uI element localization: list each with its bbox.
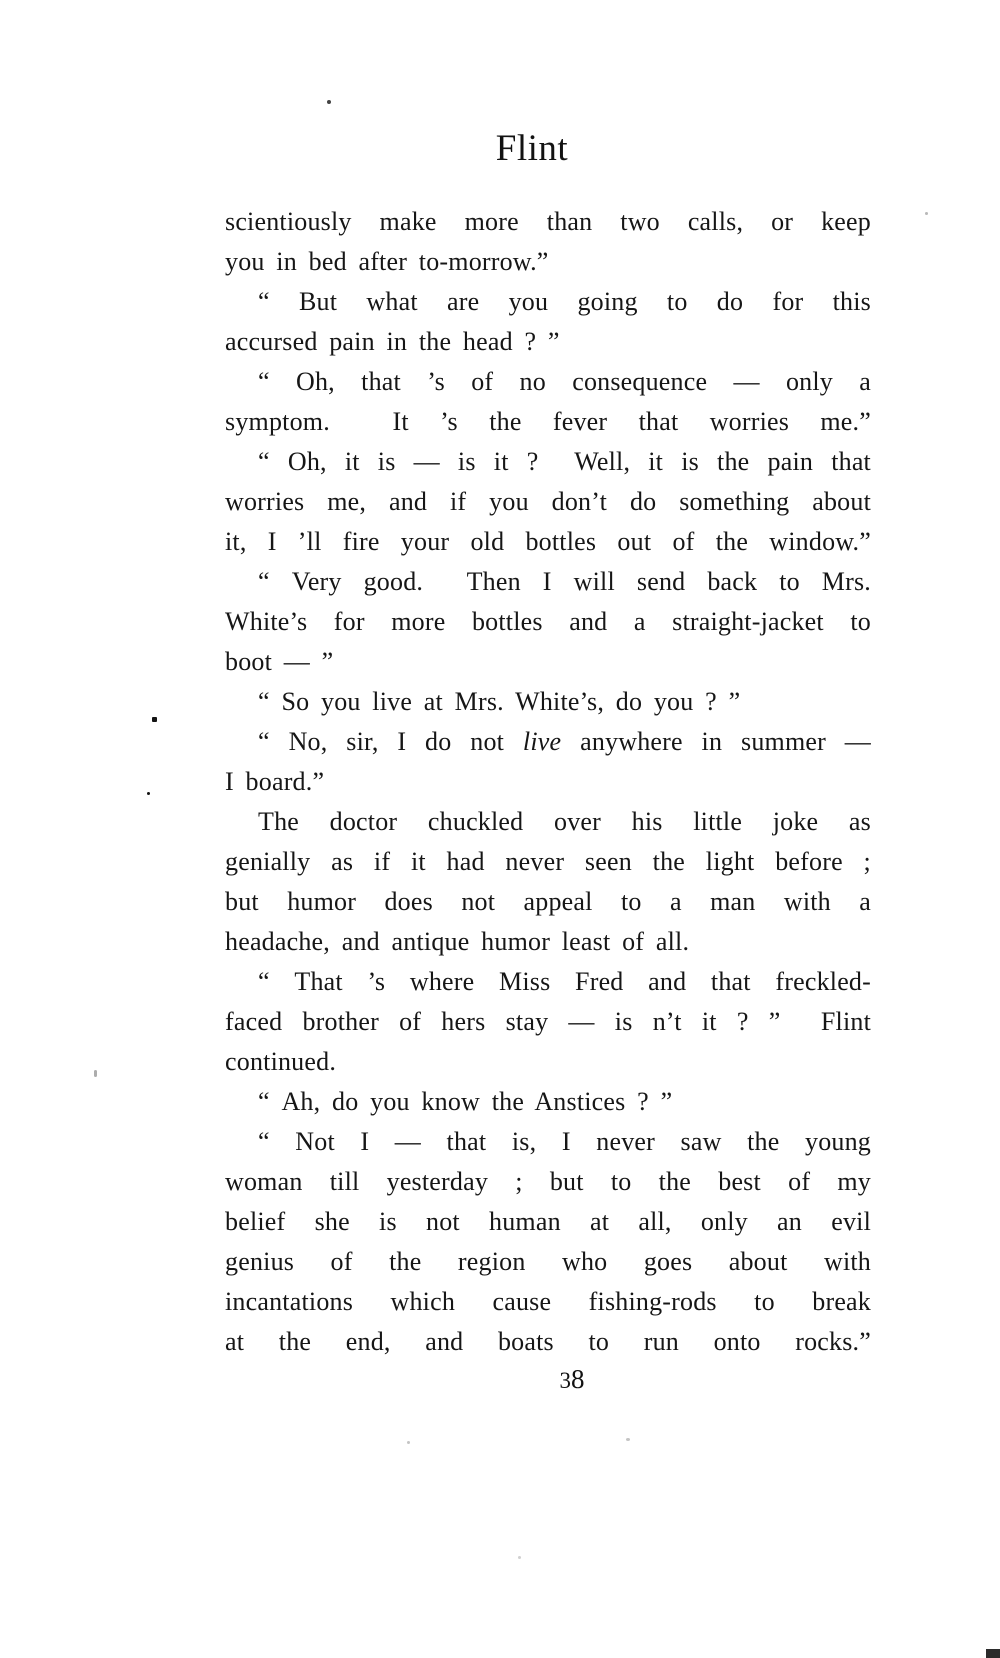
text-line — [225, 242, 871, 282]
scan-speck — [518, 1556, 521, 1559]
text-line — [225, 1162, 871, 1202]
text-segment: genius of the region who goes about with — [225, 1247, 871, 1276]
text-segment: I board.” — [225, 767, 325, 796]
text-segment: White’s for more bottles and a straight-jacket to — [225, 607, 871, 636]
text-segment: continued. — [225, 1047, 337, 1076]
text-segment: “ Not I — that is, I never saw the young — [258, 1127, 871, 1156]
text-segment: “ No, sir, I do not — [258, 727, 523, 756]
text-line — [225, 962, 871, 1002]
text-segment: but humor does not appeal to a man with a — [225, 887, 871, 916]
text-line — [225, 1082, 871, 1122]
text-line — [225, 1042, 871, 1082]
page-title: Flint — [495, 128, 569, 169]
page-number: 38 — [559, 1364, 585, 1394]
text-segment: anywhere in summer — — [561, 727, 871, 756]
text-line — [225, 362, 871, 402]
text-segment: genially as if it had never seen the light before ; — [225, 847, 871, 876]
scan-speck — [94, 1070, 97, 1077]
text-segment: belief she is not human at all, only an evil — [225, 1207, 871, 1236]
text-segment: The doctor chuckled over his little joke as — [258, 807, 871, 836]
text-line — [225, 842, 871, 882]
text-segment: boot — ” — [225, 647, 334, 676]
text-line — [225, 442, 871, 482]
scan-edge-mark — [986, 1649, 1000, 1658]
text-segment: “ Oh, that ’s of no consequence — only a — [258, 367, 871, 396]
text-segment: “ Ah, do you know the Anstices ? ” — [258, 1087, 673, 1116]
text-line — [225, 882, 871, 922]
text-segment: faced brother of hers stay — is n’t it ? ” Flint — [225, 1007, 871, 1036]
text-line — [225, 642, 871, 682]
text-line — [225, 802, 871, 842]
scan-speck — [152, 717, 157, 722]
text-line — [225, 1322, 871, 1362]
text-segment: “ Oh, it is — is it ? Well, it is the pain that — [258, 447, 871, 476]
text-line — [225, 762, 871, 802]
text-segment: headache, and antique humor least of all. — [225, 927, 690, 956]
text-line — [225, 482, 871, 522]
text-segment: you in bed after to-morrow.” — [225, 247, 549, 276]
text-line — [225, 402, 871, 442]
text-segment: symptom. It ’s the fever that worries me.” — [225, 407, 871, 436]
text-line — [225, 562, 871, 602]
italic-word: live — [522, 727, 562, 756]
body-text — [225, 202, 871, 1362]
text-segment: scientiously make more than two calls, or keep — [225, 207, 871, 236]
text-segment: “ So you live at Mrs. White’s, do you ? ” — [258, 687, 741, 716]
text-segment: accursed pain in the head ? ” — [225, 327, 560, 356]
text-segment: “ But what are you going to do for this — [258, 287, 871, 316]
text-segment: at the end, and boats to run onto rocks.” — [225, 1327, 871, 1356]
text-line — [225, 922, 871, 962]
text-line — [225, 1002, 871, 1042]
text-segment: worries me, and if you don’t do something about — [225, 487, 871, 516]
text-segment: “ Very good. Then I will send back to Mrs. — [258, 567, 871, 596]
scan-speck — [626, 1438, 630, 1441]
text-line — [225, 682, 871, 722]
text-line — [225, 1242, 871, 1282]
scan-speck — [407, 1441, 410, 1444]
text-line — [225, 1282, 871, 1322]
text-line — [225, 1122, 871, 1162]
text-segment: woman till yesterday ; but to the best of my — [225, 1167, 871, 1196]
text-segment: “ That ’s where Miss Fred and that freckled- — [258, 967, 871, 996]
text-line — [225, 322, 871, 362]
text-line — [225, 722, 871, 762]
text-line — [225, 522, 871, 562]
text-line — [225, 282, 871, 322]
text-line — [225, 1202, 871, 1242]
scan-speck — [147, 792, 150, 795]
scan-speck — [925, 212, 928, 215]
text-segment: it, I ’ll fire your old bottles out of the window.” — [225, 527, 871, 556]
text-segment: incantations which cause fishing-rods to break — [225, 1287, 871, 1316]
scan-speck — [327, 100, 331, 104]
text-line — [225, 202, 871, 242]
text-line — [225, 602, 871, 642]
